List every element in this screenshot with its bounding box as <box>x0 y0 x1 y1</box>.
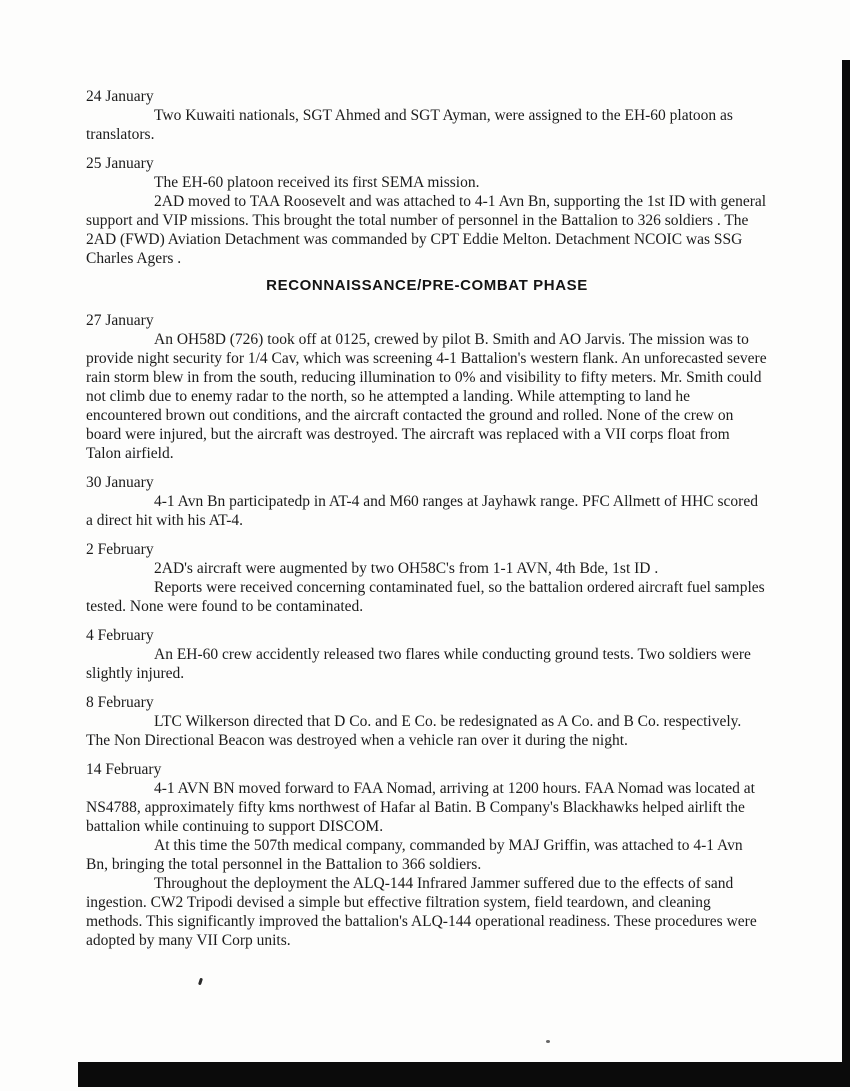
entry-paragraph: Two Kuwaiti nationals, SGT Ahmed and SGT Ayman, were assigned to the EH-60 platoon as translators. <box>86 107 733 143</box>
journal-entry <box>86 154 768 268</box>
journal-entry <box>86 311 768 463</box>
entry-date: 30 January <box>86 474 154 491</box>
scan-artifact-right-bar <box>842 60 850 1064</box>
section-heading: RECONNAISSANCE/PRE-COMBAT PHASE <box>266 277 588 294</box>
journal-entry <box>86 693 768 750</box>
entry-paragraph: Throughout the deployment the ALQ-144 Infrared Jammer suffered due to the effects of sand ingestion. CW2 Tripodi devised a simple but effective filtration system, field teardown, and cleaning methods. This significantly improved the battalion's ALQ-144 operational readiness. These procedures were adopted by many VII Corp units. <box>86 875 757 949</box>
entry-paragraph: The EH-60 platoon received its first SEMA mission. <box>154 174 480 191</box>
page-content <box>86 0 768 950</box>
journal-entry <box>86 760 768 950</box>
entry-date: 2 February <box>86 541 154 558</box>
entry-paragraph: 2AD's aircraft were augmented by two OH58C's from 1-1 AVN, 4th Bde, 1st ID . <box>154 560 659 577</box>
journal-entry <box>86 540 768 616</box>
entry-date: 8 February <box>86 694 154 711</box>
entry-date: 27 January <box>86 312 154 329</box>
journal-entry <box>86 626 768 683</box>
entry-paragraph: An OH58D (726) took off at 0125, crewed by pilot B. Smith and AO Jarvis. The mission was to provide night security for 1/4 Cav, which was screening 4-1 Battalion's western flank. An unforecasted severe rain storm blew in from the south, reducing illumination to 0% and visibility to fifty meters. Mr. Smith could not climb due to enemy radar to the north, so he attempted a landing. While attempting to land he encountered brown out conditions, and the aircraft contacted the ground and rolled. None of the crew on board were injured, but the aircraft was destroyed. The aircraft was replaced with a VII corps float from Talon airfield. <box>86 331 767 462</box>
entry-paragraph: Reports were received concerning contaminated fuel, so the battalion ordered aircraft fuel samples tested. None were found to be contaminated. <box>86 579 765 615</box>
entry-paragraph: 2AD moved to TAA Roosevelt and was attached to 4-1 Avn Bn, supporting the 1st ID with general support and VIP missions. This brought the total number of personnel in the Battalion to 326 soldiers . The 2AD (FWD) Aviation Detachment was commanded by CPT Eddie Melton. Detachment NCOIC was SSG Charles Agers . <box>86 193 767 267</box>
entry-paragraph: 4-1 AVN BN moved forward to FAA Nomad, arriving at 1200 hours. FAA Nomad was located at NS4788, approximately fifty kms northwest of Hafar al Batin. B Company's Blackhawks helped airlift the battalion while continuing to support DISCOM. <box>86 780 755 835</box>
entry-date: 14 February <box>86 761 162 778</box>
journal-entry <box>86 473 768 530</box>
entry-paragraph: 4-1 Avn Bn participatedp in AT-4 and M60 ranges at Jayhawk range. PFC Allmett of HHC scored a direct hit with his AT-4. <box>86 493 758 529</box>
entry-date: 25 January <box>86 155 154 172</box>
entry-date: 4 February <box>86 627 154 644</box>
entry-paragraph: An EH-60 crew accidently released two flares while conducting ground tests. Two soldiers were slightly injured. <box>86 646 751 682</box>
scan-speck <box>546 1040 550 1043</box>
entry-paragraph: At this time the 507th medical company, commanded by MAJ Griffin, was attached to 4-1 Avn Bn, bringing the total personnel in the Battalion to 366 soldiers. <box>86 837 743 873</box>
scan-speck <box>198 978 203 986</box>
entry-paragraph: LTC Wilkerson directed that D Co. and E Co. be redesignated as A Co. and B Co. respectively. The Non Directional Beacon was destroyed when a vehicle ran over it during the night. <box>86 713 742 749</box>
entry-date: 24 January <box>86 88 154 105</box>
scan-artifact-bottom-bar <box>78 1062 850 1087</box>
journal-entry <box>86 87 768 144</box>
